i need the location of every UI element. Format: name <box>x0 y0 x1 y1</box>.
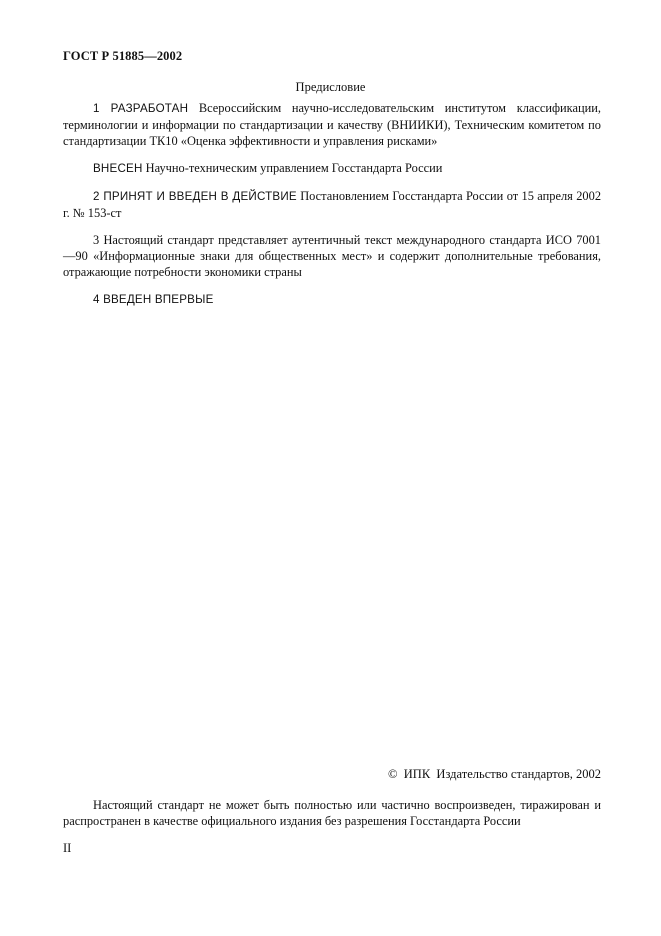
paragraph-lead: 2 ПРИНЯТ И ВВЕДЕН В ДЕЙСТВИЕ <box>93 190 297 203</box>
paragraph-text: Научно-техническим управлением Госстандарта России <box>142 161 443 175</box>
paragraph-lead: ВНЕСЕН <box>93 162 143 175</box>
standard-code-header: ГОСТ Р 51885—2002 <box>63 49 183 63</box>
reproduction-notice <box>63 797 601 829</box>
paragraph-lead: 4 ВВЕДЕН ВПЕРВЫЕ <box>93 293 214 306</box>
copyright-line: © ИПК Издательство стандартов, 2002 <box>388 767 601 781</box>
paragraph-lead: 1 РАЗРАБОТАН <box>93 102 189 115</box>
paragraph-text: Всероссийским научно-исследовательским институтом классификации, терминологии и информации по стандартизации и качеству (ВНИИКИ), Техническим комитетом по стандартизации ТК10 «Оценка эффективности и управления рисками» <box>63 101 602 148</box>
section-title: Предисловие <box>295 80 366 94</box>
paragraph-first-introduced <box>63 291 601 308</box>
page-number: II <box>63 841 72 855</box>
paragraph-text: Постановлением Госстандарта России от 15 апреля 2002 г. № 153-ст <box>63 189 602 220</box>
paragraph-text: Настоящий стандарт представляет аутентичный текст международного стандарта ИСО 7001—90 «Информационные знаки для общественных мест» и содержит дополнительные требования, отражающие потребности экономики страны <box>63 233 601 279</box>
paragraph-developed-by <box>63 100 601 149</box>
paragraph-adopted <box>63 188 601 221</box>
paragraph-iso-reference <box>63 232 601 280</box>
paragraph-lead: 3 <box>93 233 100 247</box>
notice-text: Настоящий стандарт не может быть полностью или частично воспроизведен, тиражирован и распространен в качестве официального издания без разрешения Госстандарта России <box>63 798 601 828</box>
preface-body <box>63 100 601 308</box>
paragraph-introduced-by <box>63 160 601 177</box>
